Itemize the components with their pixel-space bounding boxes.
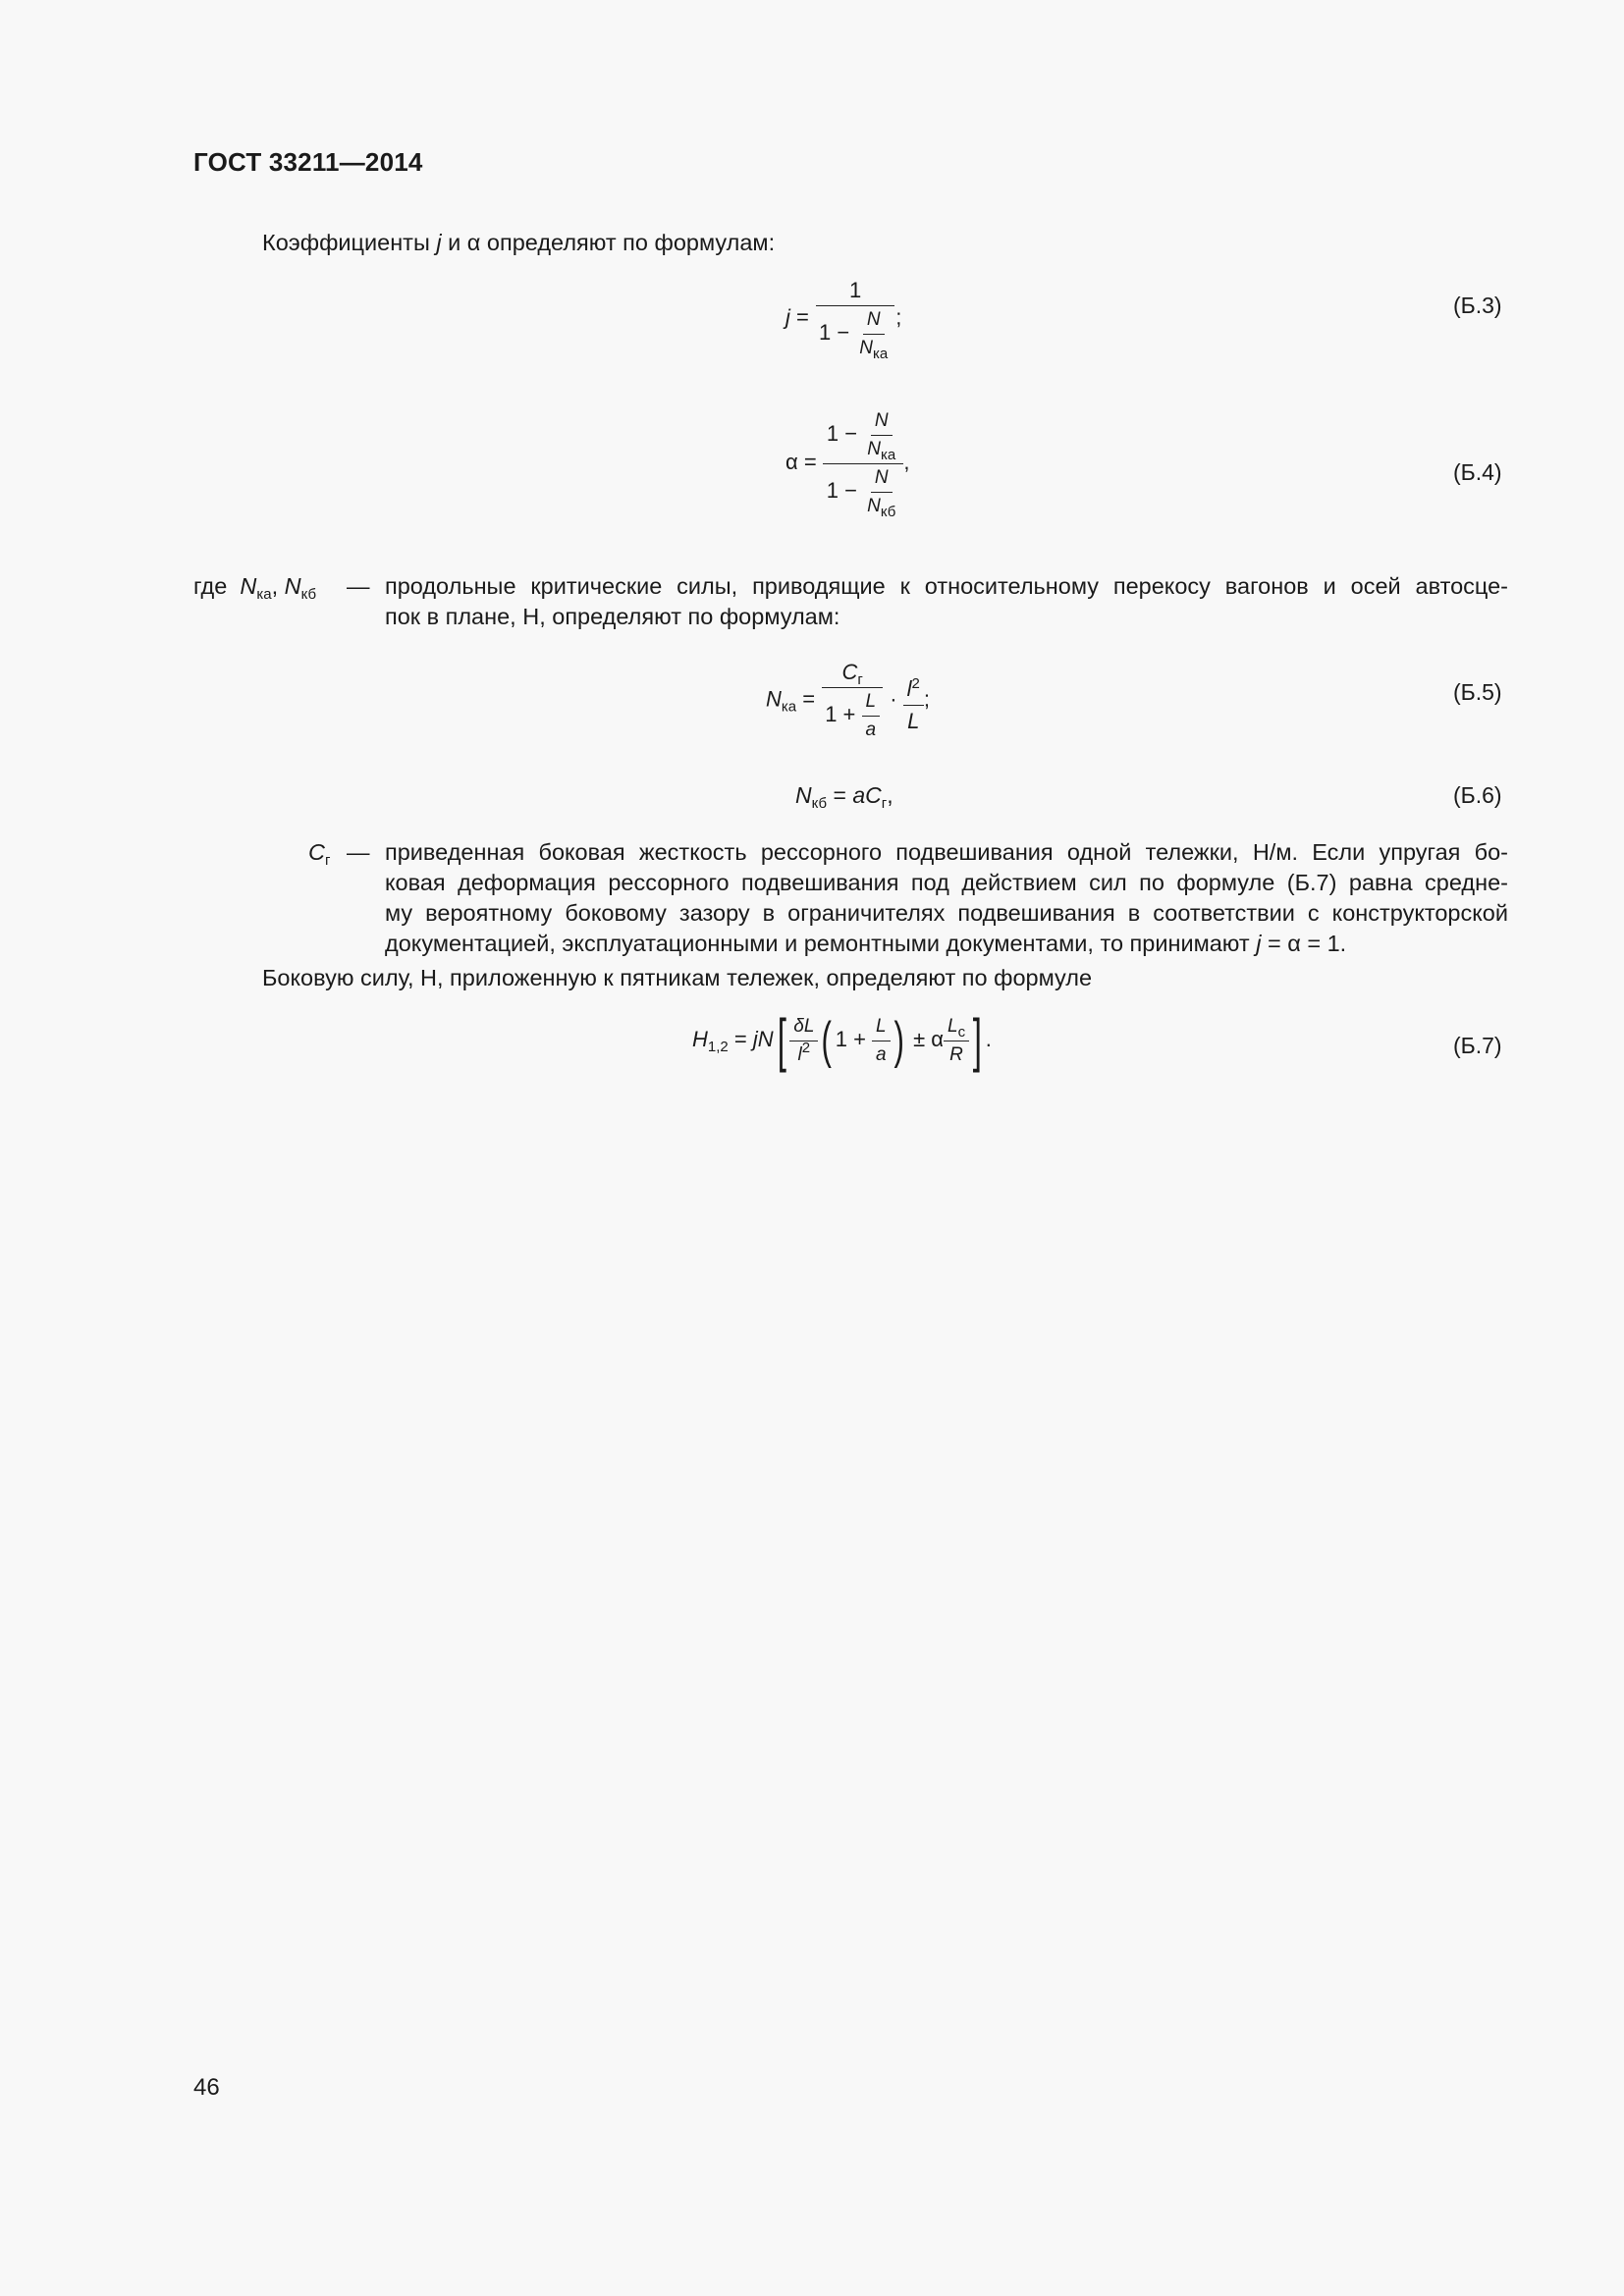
formula-b4: α = 1 − $\frac{N}{N_{ка}}$ 1 − $\frac{N}{N_{кб}}$ , xyxy=(785,410,910,520)
formula-b5: $N_{ка}$ = $C_г$ 1 + $\frac{L}{a}$ · $\frac{l^2}{L}$ ; xyxy=(766,660,931,741)
fraction-Lc-R: $\frac{L_c}{R}$ xyxy=(944,1016,969,1066)
where-dash-1: — xyxy=(347,573,370,599)
where-symbol-cg: $C_г$ xyxy=(308,839,331,869)
formula-b3: j = 1 1 − $\frac{N}{N_{ка}}$ ; xyxy=(785,278,902,363)
fraction-dL-l2: $\frac{\delta L}{l^2}$ xyxy=(789,1016,818,1066)
fraction-alpha: 1 − $\frac{N}{N_{ка}}$ 1 − $\frac{N}{N_{кб}}$ xyxy=(823,410,904,516)
equation-number-b3: (Б.3) xyxy=(1453,293,1502,318)
formula-b7: $H_{1,2} = jN$[ $\frac{\delta L}{l^2}$ ( 1 + $\frac{L}{a}$ ) ± α $\frac{L_c}{R}$ ] . xyxy=(692,1007,992,1073)
fraction-l2-L: $\frac{l^2}{L}$ xyxy=(903,676,924,733)
equation-number-b5: (Б.5) xyxy=(1453,679,1502,705)
fraction-L-a: $\frac{L}{a}$ xyxy=(872,1016,891,1066)
where-dash-2: — xyxy=(347,839,370,865)
where-description-2: приведенная боковая жесткость рессорного подвешивания одной тележки, Н/м. Если упругая бо- ковая деформация рессорного подвешивания под действием сил по формуле (Б.7) равна средне- му вероятному боковому зазору в ограничителях подвешивания в соответствии с конструкторской документацией, эксплуатационными и ремонтными документами, то принимают j = α = 1. xyxy=(385,839,1508,956)
left-paren: ( xyxy=(821,1012,833,1069)
where-symbols-nka-nkb: где $N_{ка}$, $N_{кб}$ xyxy=(193,573,317,603)
left-bracket: [ xyxy=(777,1007,786,1073)
page-number: 46 xyxy=(193,2074,220,2101)
equation-number-b7: (Б.7) xyxy=(1453,1033,1502,1058)
intro-paragraph: Коэффициенты j и α определяют по формулам: xyxy=(262,230,776,255)
fraction-j: 1 1 − $\frac{N}{N_{ка}}$ xyxy=(815,278,895,359)
fraction-cg: $C_г$ 1 + $\frac{L}{a}$ xyxy=(821,660,884,741)
equation-number-b6: (Б.6) xyxy=(1453,782,1502,808)
formula-b6: $N_{кб} = aC_г$, xyxy=(795,782,893,812)
where-description-1: продольные критические силы, приводящие к относительному перекосу вагонов и осей автосце- пок в плане, Н, определяют по формулам: xyxy=(385,573,1508,629)
document-header: ГОСТ 33211—2014 xyxy=(193,147,423,177)
right-bracket: ] xyxy=(972,1007,982,1073)
equation-number-b4: (Б.4) xyxy=(1453,459,1502,485)
right-paren: ) xyxy=(893,1012,904,1069)
lateral-force-paragraph: Боковую силу, Н, приложенную к пятникам тележек, определяют по формуле xyxy=(262,965,1093,990)
